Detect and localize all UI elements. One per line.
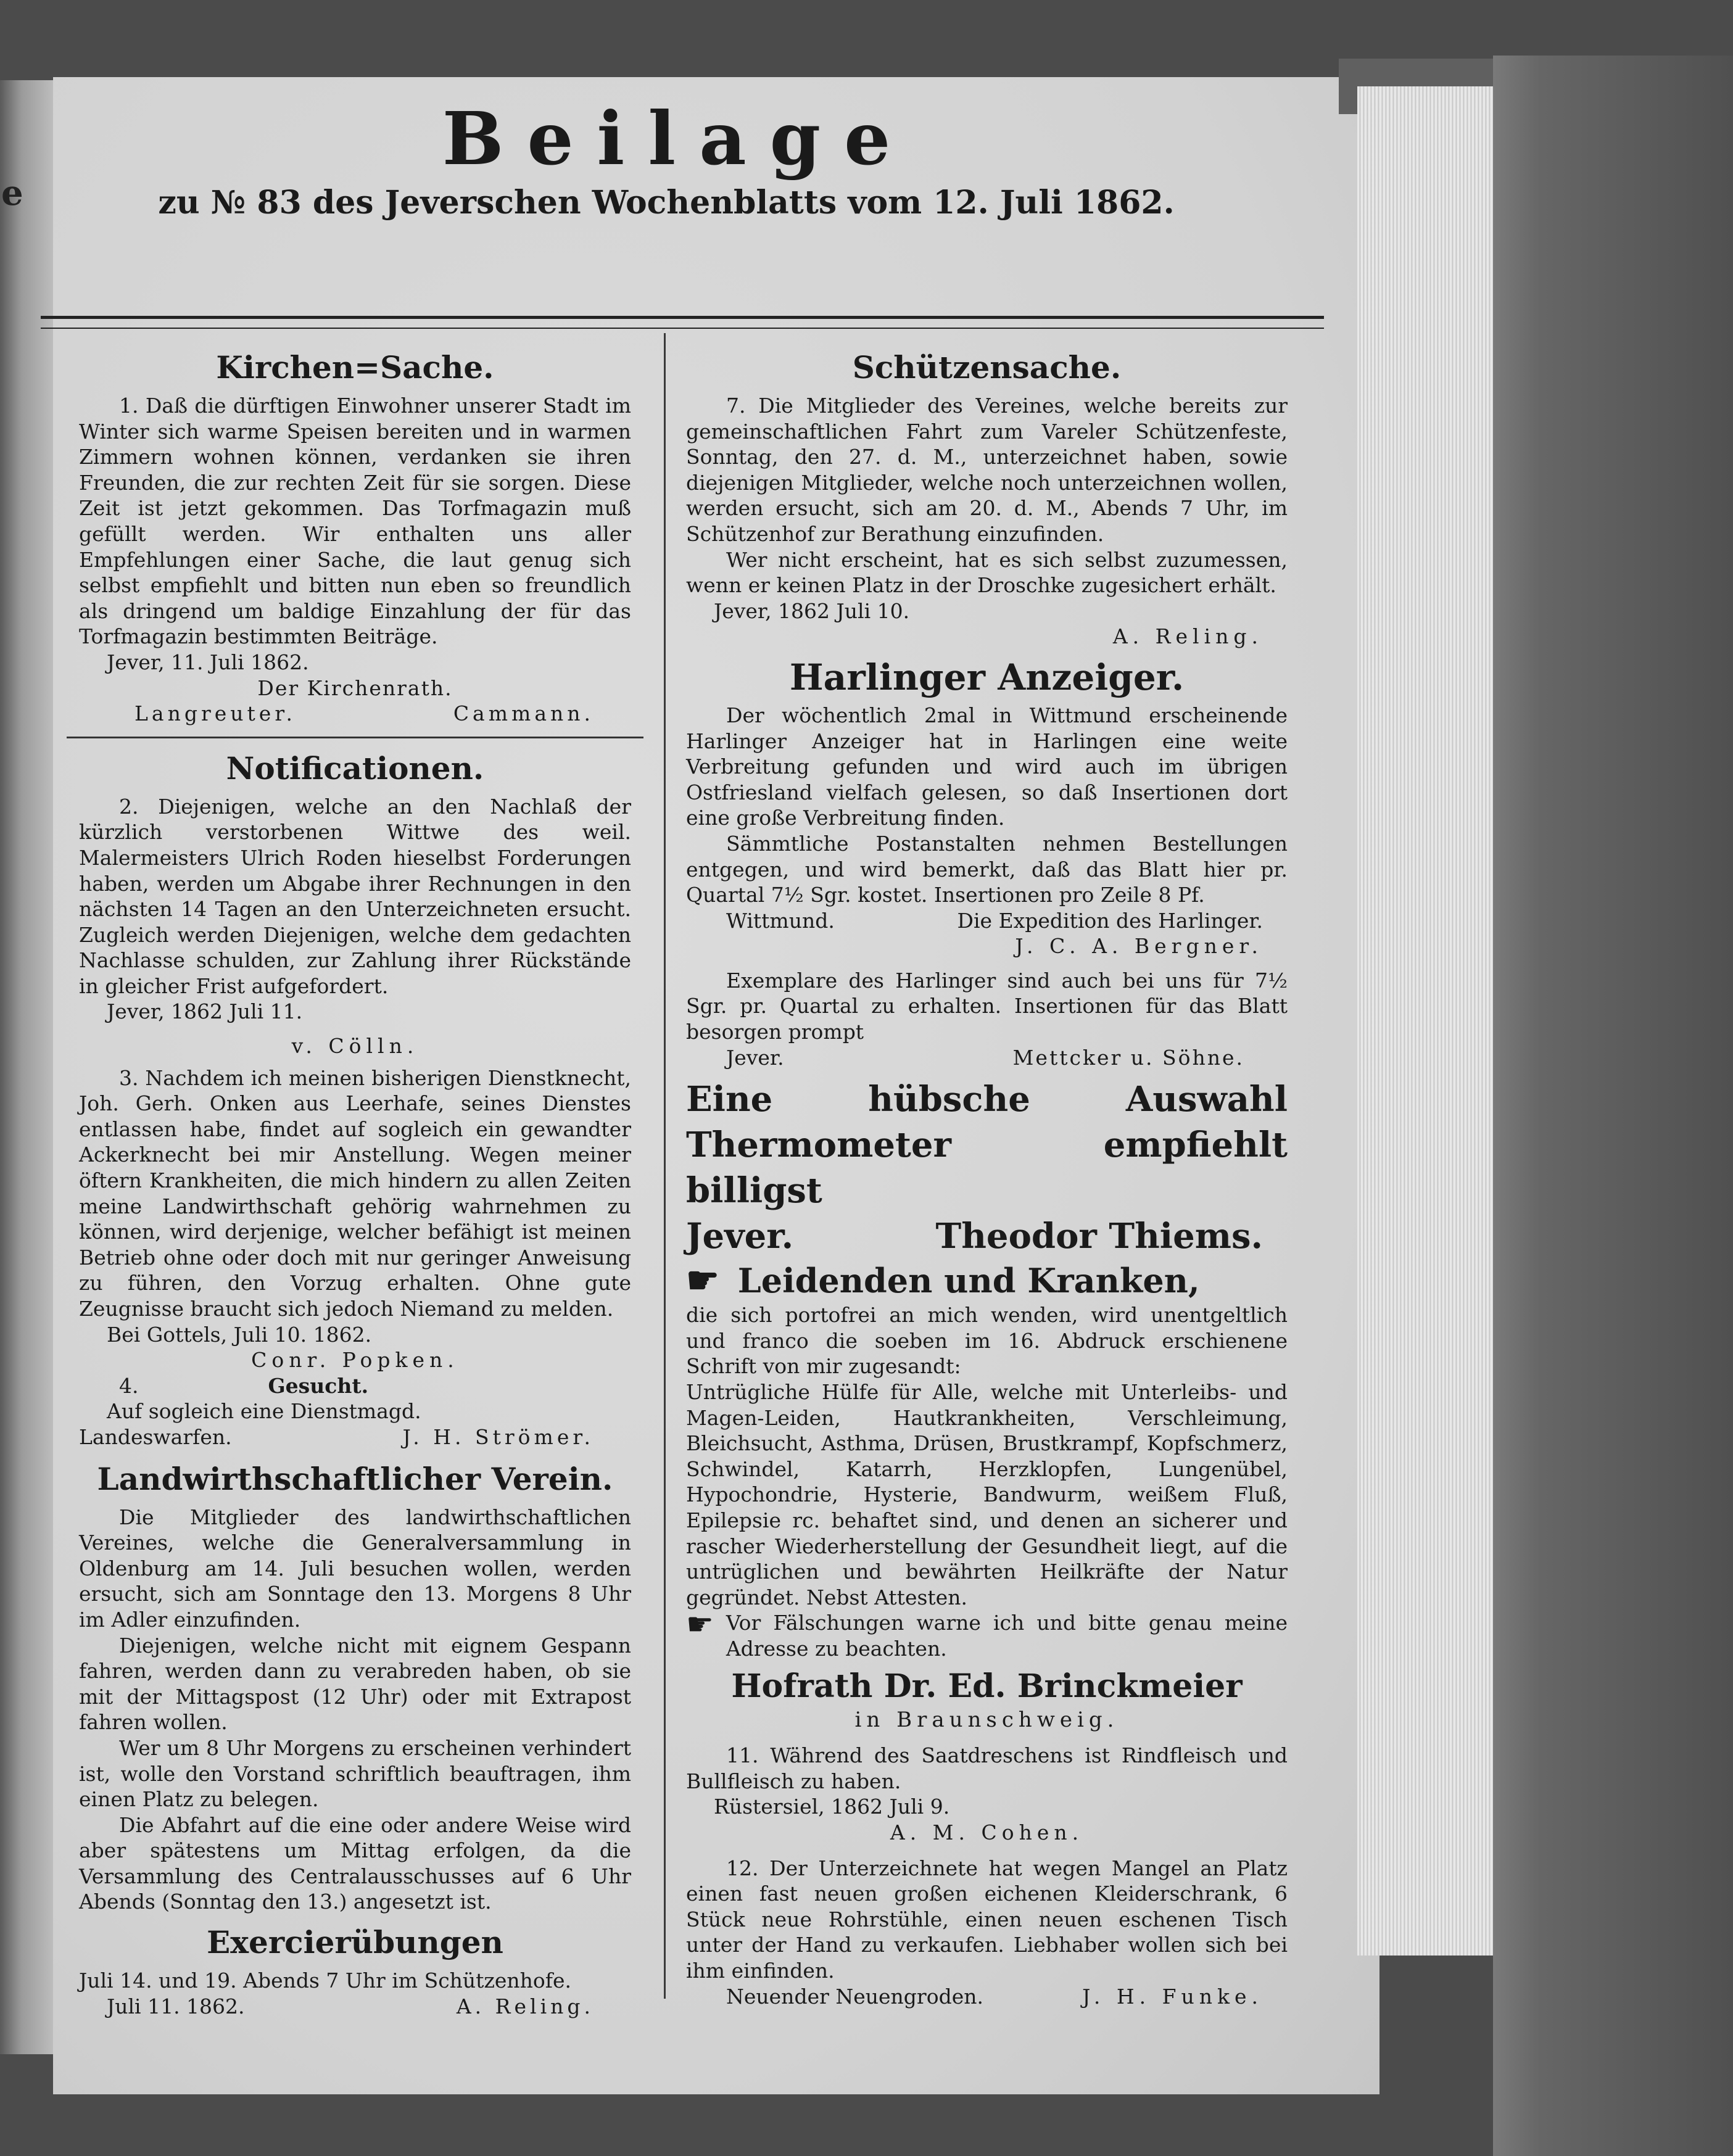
landw-heading: Landwirthschaftlicher Verein. bbox=[97, 1460, 613, 1497]
notif-item-2-sign: v. Cölln. bbox=[291, 1034, 419, 1059]
kirchen-place: Jever, 11. Juli 1862. bbox=[107, 650, 309, 674]
item11-place: Rüstersiel, 1862 Juli 9. bbox=[714, 1795, 950, 1819]
harlinger-sign-1: Die Expedition des Harlinger. bbox=[957, 908, 1263, 933]
exer-heading: Exercierübungen bbox=[207, 1924, 503, 1961]
landw-p2: Diejenigen, welche nicht mit eignem Gespann fahren, werden dann zu verabreden haben, ob sie mit der Mittagspost (12 Uhr) oder mit Extrapost fahren wollen. bbox=[79, 1633, 631, 1735]
pointing-hand-icon-2: ☛ bbox=[686, 1606, 714, 1643]
header-rule bbox=[41, 316, 1324, 329]
book-page-edges bbox=[1357, 86, 1493, 1956]
notif-item-2-place: Jever, 1862 Juli 11. bbox=[107, 999, 303, 1024]
harlinger-sign-row-2 bbox=[686, 1045, 1288, 1071]
notif-item-4-num: 4. bbox=[119, 1373, 139, 1398]
notif-item-3: 3. Nachdem ich meinen bisherigen Dienstknecht, Joh. Gerh. Onken aus Leerhafe, seines Dienstes entlassen habe, findet auf sogleich ein gewandter Ackerknecht bei mir Anstellung. Wegen meiner öftern Krankheiten, die mich hindern zu allen Zeiten meine Landwirthschaft gehörig wahrnehmen zu können, wird derjenige, welcher befähigt ist meinen Betrieb ohne oder doch mit nur geringer Anweisung zu führen, den Vorzug erhalten. Ohne gute Zeugnisse braucht sich jedoch Niemand zu melden. bbox=[79, 1065, 631, 1321]
leiden-p2: Untrügliche Hülfe für Alle, welche mit Unterleibs- und Magen-Leiden, Hautkrankheiten, Verschleimung, Bleichsucht, Asthma, Drüsen, Brustkrampf, Kopfschmerz, Schwindel, Katarrh, Herzklopfen, Lungenübel, Hypochondrie, Hysterie, Bandwurm, weißem Fluß, Epilepsie rc. behaftet sind, und denen an sicherer und rascher Wiederherstellung der Gesundheit liegt, auf die untrüglichen und bewährten Heilkräfte der Natur gegründet. Nebst Attesten. bbox=[686, 1380, 1288, 1609]
notif-item-4-place: Landeswarfen. bbox=[79, 1424, 232, 1449]
leiden-p3: Vor Fälschungen warne ich und bitte genau meine Adresse zu beachten. bbox=[726, 1611, 1288, 1661]
kirchen-signers bbox=[79, 701, 631, 727]
schuetzen-p2: Wer nicht erscheint, hat es sich selbst zuzumessen, wenn er keinen Platz in der Droschke zugesichert erhält. bbox=[686, 547, 1288, 598]
schuetzen-heading: Schützensache. bbox=[852, 349, 1122, 386]
notif-item-4-heading: Gesucht. bbox=[268, 1373, 369, 1398]
kirchen-text: 1. Daß die dürftigen Einwohner unserer Stadt im Winter sich warme Speisen bereiten und in warmen Zimmern wohnen können, verdanken sie ihren Freunden, die zur rechten Zeit für sie sorgen. Diese Zeit ist jetzt gekommen. Das Torfmagazin muß gefüllt werden. Wir enthalten uns aller Empfehlungen einer Sache, die laut genug sich selbst empfiehlt und bitten nun eben so freundlich als dringend um baldige Einzahlung der für das Torfmagazin bestimmten Beiträge. bbox=[79, 394, 631, 649]
page-header bbox=[37, 96, 1296, 221]
kirchen-signer-2: Cammann. bbox=[453, 701, 594, 726]
schuetzen-place: Jever, 1862 Juli 10. bbox=[714, 598, 910, 623]
right-column bbox=[686, 342, 1288, 2009]
item11-sign: A. M. Cohen. bbox=[890, 1820, 1084, 1844]
harlinger-sign-3: Mettcker u. Söhne. bbox=[1012, 1045, 1244, 1070]
item11-text: 11. Während des Saatdreschens ist Rindfleisch und Bullfleisch zu haben. bbox=[686, 1743, 1288, 1793]
schuetzen-sign: A. Reling. bbox=[1112, 624, 1263, 649]
exer-place: Juli 11. 1862. bbox=[107, 1994, 245, 2018]
item12-place: Neuender Neuengroden. bbox=[726, 1984, 983, 2009]
exer-sign: A. Reling. bbox=[456, 1994, 594, 2018]
notif-heading: Notificationen. bbox=[226, 750, 484, 787]
thermo-ad-text: Eine hübsche Auswahl Thermometer empfiehlt billigst bbox=[686, 1079, 1288, 1212]
column-divider bbox=[664, 333, 666, 1999]
notif-item-2: 2. Diejenigen, welche an den Nachlaß der kürzlich verstorbenen Wittwe des weil. Malermeisters Ulrich Roden hieselbst Forderungen haben, werden um Abgabe ihrer Rechnungen in den nächsten 14 Tagen an den Unterzeichneten ersucht. Zugleich werden Diejenigen, welche dem gedachten Nachlasse schulden, zur Zahlung ihrer Rückstände in gleicher Frist aufgefordert. bbox=[79, 794, 631, 998]
leiden-heading: Leidenden und Kranken, bbox=[737, 1261, 1200, 1301]
leiden-heading-row bbox=[686, 1259, 1288, 1302]
item12-sign-row bbox=[686, 1984, 1288, 2010]
item12-text: 12. Der Unterzeichnete hat wegen Mangel an Platz einen fast neuen großen eichenen Kleiderschrank, 6 Stück neue Rohrstühle, einen neuen eschenen Tisch unter der Hand zu verkaufen. Liebhaber wollen sich bei ihm einfinden. bbox=[686, 1856, 1288, 1983]
leiden-p3-row bbox=[686, 1606, 1288, 1661]
section-separator bbox=[67, 737, 643, 738]
thermo-ad-sign-row bbox=[686, 1213, 1288, 1259]
leiden-sign-place: in Braunschweig. bbox=[854, 1707, 1119, 1732]
harlinger-p2: Sämmtliche Postanstalten nehmen Bestellungen entgegen, und wird bemerkt, daß das Blatt hier pr. Quartal 7½ Sgr. kostet. Insertionen pro Zeile 8 Pf. bbox=[686, 831, 1288, 907]
pointing-hand-icon: ☛ bbox=[686, 1259, 719, 1303]
left-column bbox=[79, 342, 631, 2019]
kirchen-heading: Kirchen=Sache. bbox=[216, 349, 494, 386]
harlinger-p1: Der wöchentlich 2mal in Wittmund erscheinende Harlinger Anzeiger hat in Harlingen eine weite Verbreitung gefunden und wird auch im übrigen Ostfriesland vielfach gelesen, so daß Insertionen dort eine große Verbreitung finden. bbox=[686, 703, 1288, 830]
book-cover bbox=[1493, 56, 1733, 2156]
notif-item-4-text: Auf sogleich eine Dienstmagd. bbox=[107, 1399, 421, 1424]
thermo-name: Theodor Thiems. bbox=[935, 1216, 1263, 1257]
exer-text: Juli 14. und 19. Abends 7 Uhr im Schützenhofe. bbox=[79, 1968, 571, 1993]
harlinger-sign-2: J. C. A. Bergner. bbox=[1015, 934, 1263, 959]
schuetzen-p1: 7. Die Mitglieder des Vereines, welche bereits zur gemeinschaftlichen Fahrt zum Vareler Schützenfeste, Sonntag, den 27. d. M., unterzeichnet haben, sowie diejenigen Mitglieder, welche noch unterzeichnen wollen, werden ersucht, sich am 20. d. M., Abends 7 Uhr, im Schützenhof zur Berathung einzufinden. bbox=[686, 394, 1288, 546]
landw-p1: Die Mitglieder des landwirthschaftlichen Vereines, welche die Generalversammlung in Oldenburg am 14. Juli besuchen wollen, werden ersucht, sich am Sonntage den 13. Morgens 8 Uhr im Adler einzufinden. bbox=[79, 1505, 631, 1632]
harlinger-place-2: Jever. bbox=[726, 1045, 784, 1070]
left-page-edge bbox=[0, 80, 53, 2054]
notif-item-3-place: Bei Gottels, Juli 10. 1862. bbox=[107, 1322, 372, 1347]
page-subtitle: zu № 83 des Jeverschen Wochenblatts vom 12. Juli 1862. bbox=[158, 184, 1175, 221]
harlinger-heading: Harlinger Anzeiger. bbox=[789, 656, 1185, 698]
exer-sign-row bbox=[79, 1994, 631, 2020]
harlinger-p3: Exemplare des Harlinger sind auch bei uns für 7½ Sgr. pr. Quartal zu erhalten. Insertionen für das Blatt besorgen prompt bbox=[686, 968, 1288, 1044]
landw-p3: Wer um 8 Uhr Morgens zu erscheinen verhindert ist, wolle den Vorstand schriftlich beauftragen, ihm einen Platz zu belegen. bbox=[79, 1735, 631, 1812]
kirchen-signer-title: Der Kirchenrath. bbox=[257, 675, 453, 700]
page-title: Beilage bbox=[442, 96, 914, 181]
kirchen-signer-1: Langreuter. bbox=[134, 701, 296, 726]
landw-p4: Die Abfahrt auf die eine oder andere Weise wird aber spätestens um Mittag erfolgen, da die Versammlung des Centralausschusses auf 6 Uhr Abends (Sonntag den 13.) angesetzt ist. bbox=[79, 1812, 631, 1914]
leiden-sign: Hofrath Dr. Ed. Brinckmeier bbox=[731, 1667, 1243, 1705]
notif-item-4-sign: J. H. Strömer. bbox=[402, 1424, 594, 1449]
notif-item-4-head-row bbox=[79, 1373, 631, 1399]
notif-item-4-sign-row bbox=[79, 1424, 631, 1450]
left-page-letter: e bbox=[1, 173, 23, 213]
item12-sign: J. H. Funke. bbox=[1082, 1984, 1263, 2009]
notif-item-3-sign: Conr. Popken. bbox=[251, 1348, 459, 1373]
harlinger-place: Wittmund. bbox=[726, 908, 835, 933]
leiden-p1: die sich portofrei an mich wenden, wird unentgeltlich und franco die soeben im 16. Abdruck erschienene Schrift von mir zugesandt: bbox=[686, 1303, 1288, 1379]
harlinger-sign-row-1 bbox=[686, 908, 1288, 934]
thermo-place: Jever. bbox=[686, 1216, 794, 1257]
